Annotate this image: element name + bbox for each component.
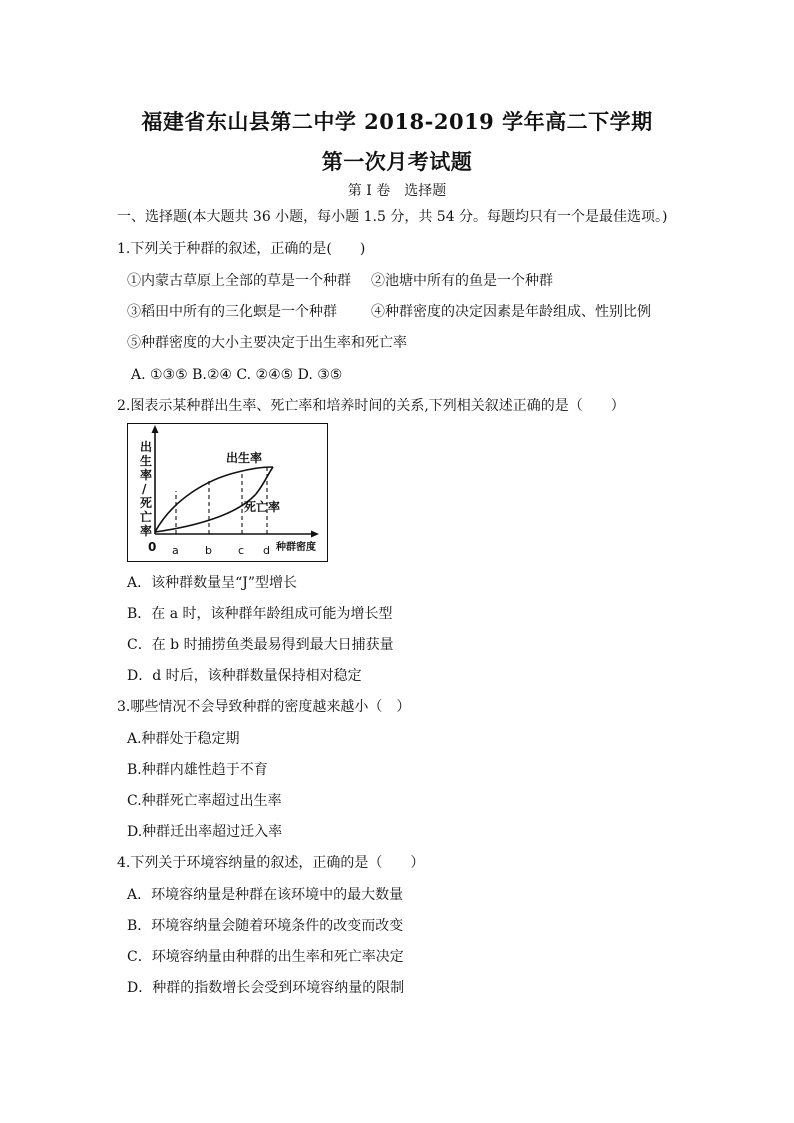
part-heading: 一、选择题(本大题共 36 小题，每小题 1.5 分，共 54 分。每题均只有一个是最佳选项。) [117, 209, 668, 225]
y-label-char-1: 生 [140, 454, 153, 468]
q1-statement-1: ①内蒙古草原上全部的草是一个种群 [127, 273, 351, 289]
x-axis-label: 种群密度 [276, 542, 316, 553]
q3-option-b: B.种群内雄性趋于不育 [127, 762, 268, 778]
q1-options: A. ①③⑤ B.②④ C. ②④⑤ D. ③⑤ [131, 367, 343, 383]
q4-stem: 4.下列关于环境容纳量的叙述，正确的是（ ） [117, 855, 425, 871]
q2-option-b: B．在 a 时，该种群年龄组成可能为增长型 [127, 606, 393, 622]
q3-option-a: A.种群处于稳定期 [127, 731, 240, 747]
birth-death-rate-figure [127, 423, 328, 562]
y-label-char-3: / [142, 482, 147, 496]
q3-option-d: D.种群迁出率超过迁入率 [127, 824, 283, 840]
x-axis-arrow-icon [311, 531, 319, 538]
y-label-char-6: 率 [140, 524, 153, 538]
y-label-char-2: 率 [140, 468, 153, 482]
y-label-char-5: 亡 [140, 510, 153, 524]
exam-title-line2: 第一次月考试题 [321, 149, 473, 174]
q1-statement-3: ③稻田中所有的三化螟是一个种群 [127, 304, 337, 320]
q4-option-a: A．环境容纳量是种群在该环境中的最大数量 [127, 887, 404, 903]
q2-option-c: C．在 b 时捕捞鱼类最易得到最大日捕获量 [127, 637, 394, 653]
q4-option-d: D．种群的指数增长会受到环境容纳量的限制 [127, 980, 405, 996]
origin-label: 0 [148, 540, 157, 554]
y-label-char-4: 死 [140, 496, 153, 510]
q2-stem: 2.图表示某种群出生率、死亡率和培养时间的关系,下列相关叙述正确的是（ ） [117, 398, 625, 414]
y-axis-arrow-icon [152, 425, 159, 433]
q4-option-b: B．环境容纳量会随着环境条件的改变而改变 [127, 918, 404, 934]
q3-option-c: C.种群死亡率超过出生率 [127, 793, 282, 809]
q2-option-a: A．该种群数量呈“J”型增长 [127, 575, 298, 591]
exam-title-line1: 福建省东山县第二中学 2018-2019 学年高二下学期 [141, 109, 653, 134]
q4-option-c: C．环境容纳量由种群的出生率和死亡率决定 [127, 949, 404, 965]
birth-rate-label: 出生率 [226, 451, 263, 465]
q2-option-d: D．d 时后，该种群数量保持相对稳定 [127, 668, 362, 684]
point-label-a: a [172, 544, 179, 557]
q1-stem: 1.下列关于种群的叙述，正确的是( ) [117, 241, 366, 257]
q1-statement-5: ⑤种群密度的大小主要决定于出生率和死亡率 [127, 335, 407, 351]
y-label-char-0: 出 [140, 440, 153, 454]
death-rate-label: 死亡率 [244, 500, 281, 514]
q1-statement-4: ④种群密度的决定因素是年龄组成、性别比例 [371, 304, 651, 320]
point-label-c: c [238, 544, 245, 557]
q3-stem: 3.哪些情况不会导致种群的密度越来越小（ ） [117, 699, 411, 715]
point-label-b: b [205, 544, 212, 557]
point-label-d: d [263, 544, 270, 557]
q1-statement-2: ②池塘中所有的鱼是一个种群 [371, 273, 553, 289]
figure-graph [128, 424, 326, 560]
section-heading: 第 I 卷 选择题 [347, 183, 447, 199]
